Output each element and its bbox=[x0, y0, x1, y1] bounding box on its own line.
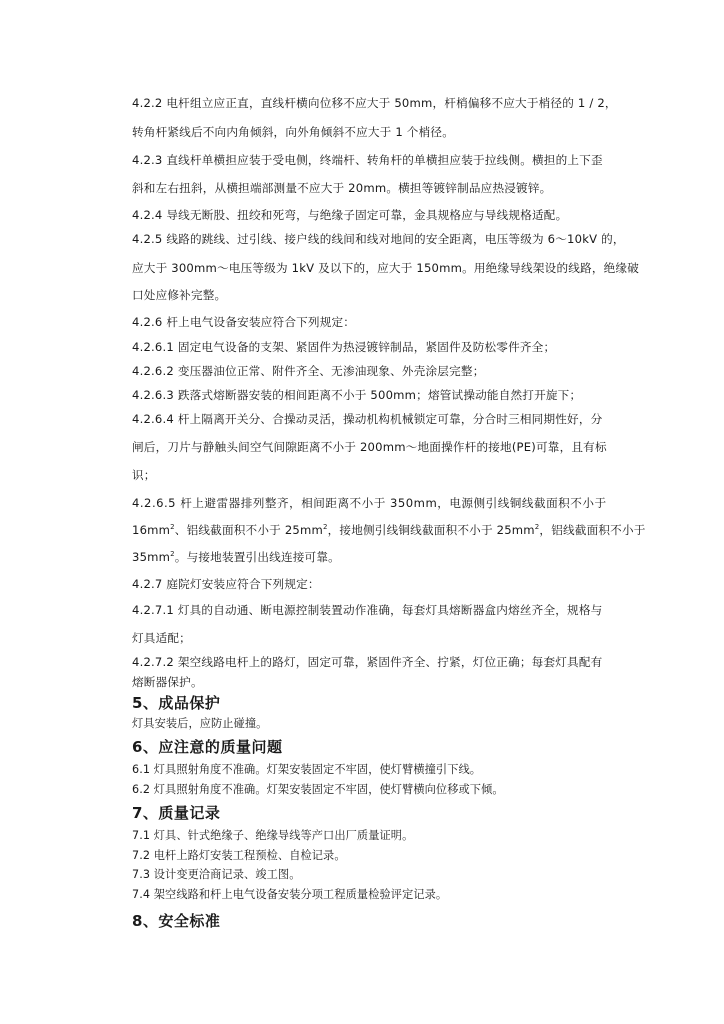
text-line: 7.1 灯具、针式绝缘子、绝缘导线等产口出厂质量证明。 bbox=[132, 829, 414, 842]
section-heading: 7、质量记录 bbox=[132, 804, 221, 822]
text-line: 4.2.6.2 变压器油位正常、附件齐全、无渗油现象、外壳涂层完整； bbox=[132, 364, 485, 378]
text-line: 灯具适配； bbox=[132, 631, 191, 645]
text-line: 斜和左右扭斜，从横担端部测量不应大于 20mm。横担等镀锌制品应热浸镀锌。 bbox=[132, 181, 552, 195]
text-line: 6.1 灯具照射角度不准确。灯架安装固定不牢固，使灯臂横撞引下线。 bbox=[132, 763, 482, 776]
text-line: 识； bbox=[132, 468, 156, 482]
text-line: 4.2.6 杆上电气设备安装应符合下列规定： bbox=[132, 315, 356, 329]
text-line: 灯具安装后，应防止碰撞。 bbox=[132, 717, 268, 730]
text-line: 应大于 300mm～电压等级为 1kV 及以下的，应大于 150mm。用绝缘导线架设的线路，绝缘破 bbox=[132, 261, 639, 275]
text-line: 转角杆紧线后不向内角倾斜，向外角倾斜不应大于 1 个梢径。 bbox=[132, 125, 454, 139]
text-line: 6.2 灯具照射角度不准确。灯架安装固定不牢固，使灯臂横向位移或下倾。 bbox=[132, 783, 504, 796]
section-heading: 5、成品保护 bbox=[132, 694, 221, 712]
text-line: 7.3 设计变更洽商记录、竣工图。 bbox=[132, 868, 301, 881]
text-line: 7.4 架空线路和杆上电气设备安装分项工程质量检验评定记录。 bbox=[132, 888, 448, 901]
text-line: $16mm^2$、铝线截面积不小于 $25mm^2$，接地侧引线铜线截面积不小于 $25mm^2$，铝线截面积不小于 bbox=[132, 523, 646, 537]
text-line: 4.2.6.3 跌落式熔断器安装的相间距离不小于 500mm；熔管试操动能自然打开旋下； bbox=[132, 388, 582, 402]
text-line: 4.2.6.5 杆上避雷器排列整齐，相间距离不小于 350mm，电源侧引线铜线截面积不小于 bbox=[132, 496, 607, 510]
text-line: 4.2.7.2 架空线路电杆上的路灯，固定可靠，紧固件齐全、拧紧，灯位正确；每套灯具配有 bbox=[132, 655, 603, 669]
text-line: $35mm^2$。与接地装置引出线连接可靠。 bbox=[132, 550, 340, 564]
section-heading: 8、安全标准 bbox=[132, 912, 221, 930]
text-line: 4.2.3 直线杆单横担应装于受电侧，终端杆、转角杆的单横担应装于拉线侧。横担的上下歪 bbox=[132, 153, 603, 167]
text-line: 7.2 电杆上路灯安装工程预检、自检记录。 bbox=[132, 849, 346, 862]
text-line: 4.2.6.4 杆上隔离开关分、合操动灵活，操动机构机械锁定可靠，分合时三相同期性好，分 bbox=[132, 412, 603, 426]
text-line: 4.2.6.1 固定电气设备的支架、紧固件为热浸镀锌制品，紧固件及防松零件齐全； bbox=[132, 340, 556, 354]
text-line: 4.2.7 庭院灯安装应符合下列规定： bbox=[132, 577, 320, 591]
text-line: 4.2.7.1 灯具的自动通、断电源控制装置动作准确，每套灯具熔断器盒内熔丝齐全，规格与 bbox=[132, 603, 603, 617]
text-line: 熔断器保护。 bbox=[132, 675, 203, 689]
section-heading: 6、应注意的质量问题 bbox=[132, 738, 283, 756]
text-line: 闸后，刀片与静触头间空气间隙距离不小于 200mm～地面操作杆的接地(PE)可靠，且有标 bbox=[132, 440, 607, 454]
text-line: 4.2.4 导线无断股、扭绞和死弯，与绝缘子固定可靠，金具规格应与导线规格适配。 bbox=[132, 208, 568, 222]
text-line: 4.2.2 电杆组立应正直，直线杆横向位移不应大于 50mm，杆梢偏移不应大于梢径的 1 / 2， bbox=[132, 96, 617, 110]
text-line: 4.2.5 线路的跳线、过引线、接户线的线间和线对地间的安全距离，电压等级为 6～10kV 的， bbox=[132, 232, 625, 246]
text-line: 口处应修补完整。 bbox=[132, 288, 227, 302]
